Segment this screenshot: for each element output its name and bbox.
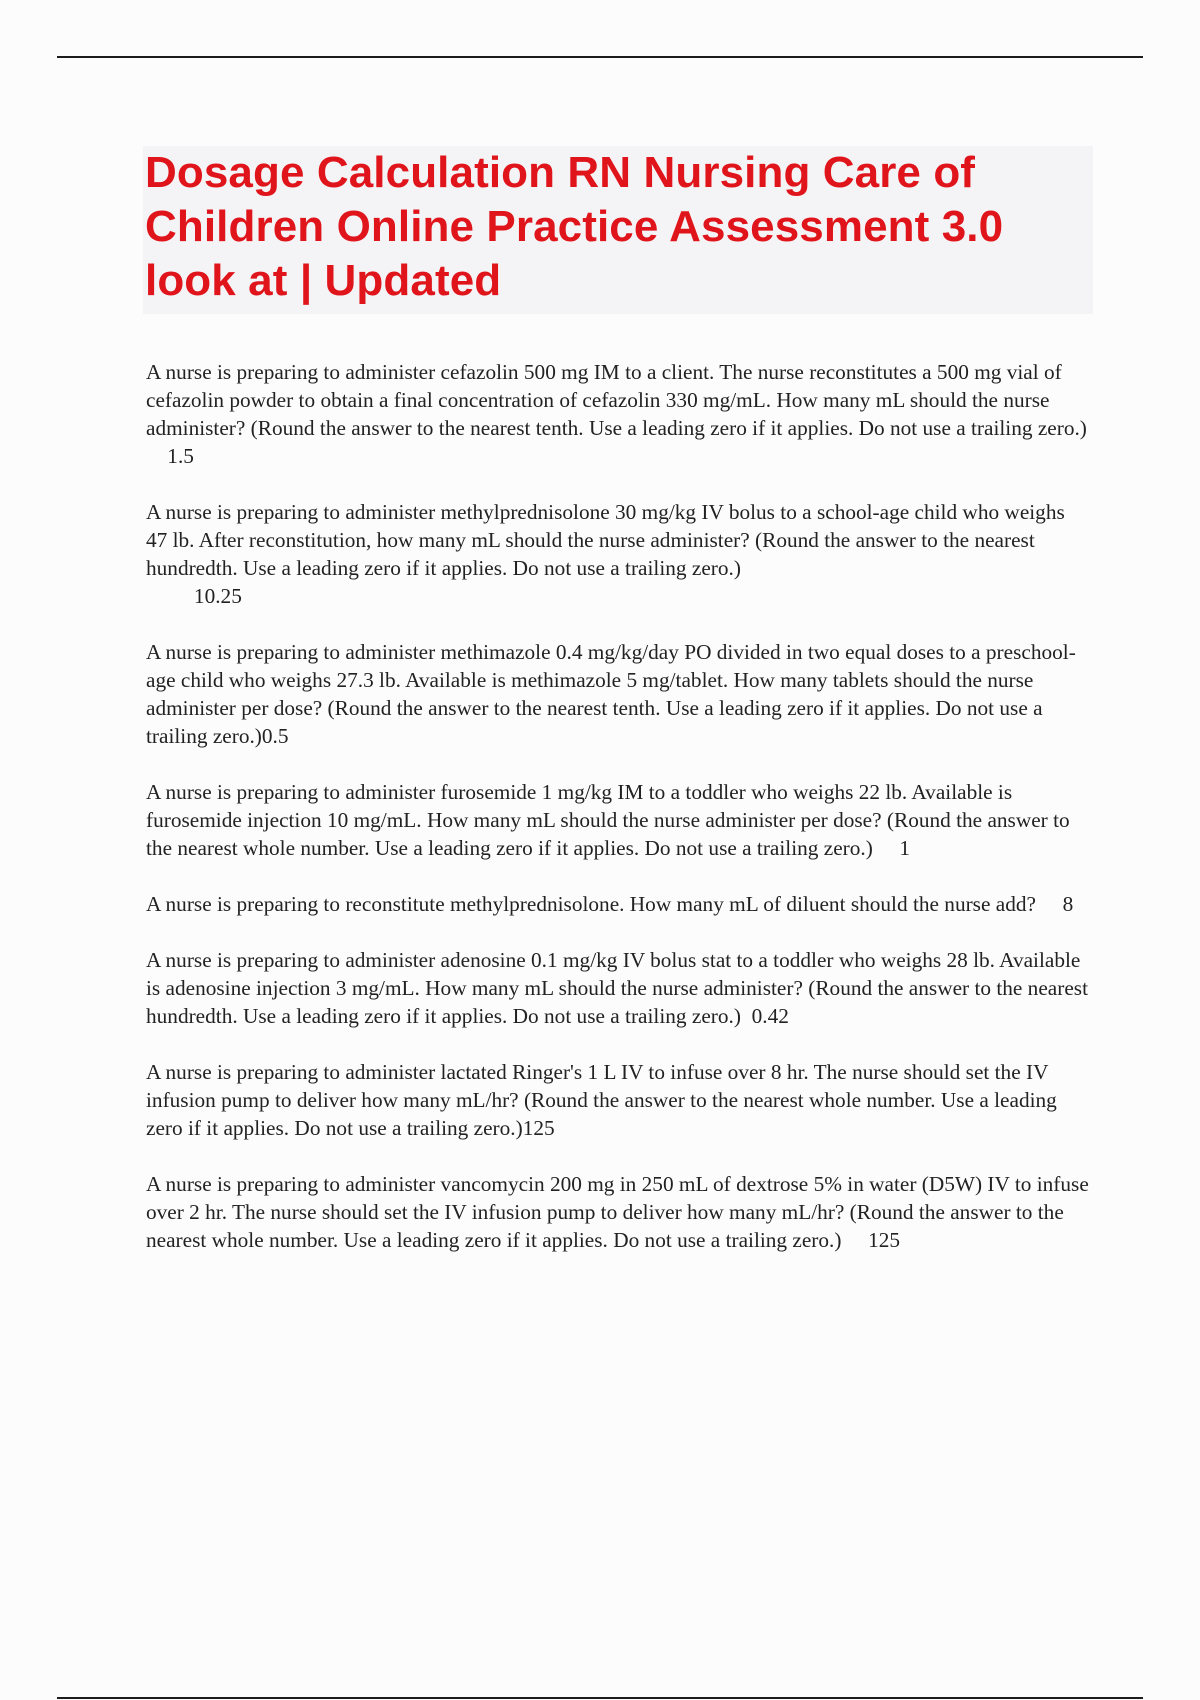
answer-text: 1.5 xyxy=(146,444,194,468)
answer-text: 0.42 xyxy=(740,1004,789,1028)
question-text: A nurse is preparing to administer vancomycin 200 mg in 250 mL of dextrose 5% in water (D5W) IV to infuse over 2 hr. The nurse should set the IV infusion pump to deliver how many mL/hr? (Round the answer to the nearest whole number. Use a leading zero if it applies. Do not use a trailing zero.) xyxy=(146,1172,1089,1252)
answer-text: 10.25 xyxy=(146,584,242,608)
question-text: A nurse is preparing to reconstitute methylprednisolone. How many mL of diluent should the nurse add? xyxy=(146,892,1036,916)
question-item xyxy=(146,778,1091,862)
question-item xyxy=(146,1058,1091,1142)
question-item xyxy=(146,638,1091,750)
question-text: A nurse is preparing to administer adenosine 0.1 mg/kg IV bolus stat to a toddler who weighs 28 lb. Available is adenosine injection 3 mg/mL. How many mL should the nurse administer? (Round the answer to the nearest hundredth. Use a leading zero if it applies. Do not use a trailing zero.) xyxy=(146,948,1088,1028)
answer-text: 8 xyxy=(1035,892,1074,916)
answer-text: 125 xyxy=(522,1116,555,1140)
question-item xyxy=(146,1170,1091,1254)
answer-text: 0.5 xyxy=(261,724,289,748)
question-item xyxy=(146,498,1091,610)
document-title: Dosage Calculation RN Nursing Care of Children Online Practice Assessment 3.0 look at | Updated xyxy=(145,148,1004,305)
answer-text: 1 xyxy=(872,836,911,860)
bottom-rule xyxy=(57,1697,1143,1699)
question-text: A nurse is preparing to administer methimazole 0.4 mg/kg/day PO divided in two equal doses to a preschool-age child who weighs 27.3 lb. Available is methimazole 5 mg/tablet. How many tablets should the nurse administer per dose? (Round the answer to the nearest tenth. Use a leading zero if it applies. Do not use a trailing zero.) xyxy=(146,640,1076,748)
question-item xyxy=(146,946,1091,1030)
question-text: A nurse is preparing to administer lactated Ringer's 1 L IV to infuse over 8 hr. The nurse should set the IV infusion pump to deliver how many mL/hr? (Round the answer to the nearest whole number. Use a leading zero if it applies. Do not use a trailing zero.) xyxy=(146,1060,1057,1140)
top-rule xyxy=(57,56,1143,58)
question-item xyxy=(146,890,1091,918)
question-text: A nurse is preparing to administer methylprednisolone 30 mg/kg IV bolus to a school-age child who weighs 47 lb. After reconstitution, how many mL should the nurse administer? (Round the answer to the nearest hundredth. Use a leading zero if it applies. Do not use a trailing zero.) xyxy=(146,500,1065,580)
question-text: A nurse is preparing to administer furosemide 1 mg/kg IM to a toddler who weighs 22 lb. Available is furosemide injection 10 mg/mL. How many mL should the nurse administer per dose? (Round the answer to the nearest whole number. Use a leading zero if it applies. Do not use a trailing zero.) xyxy=(146,780,1070,860)
answer-text: 125 xyxy=(841,1228,901,1252)
question-text: A nurse is preparing to administer cefazolin 500 mg IM to a client. The nurse reconstitutes a 500 mg vial of cefazolin powder to obtain a final concentration of cefazolin 330 mg/mL. How many mL should the nurse administer? (Round the answer to the nearest tenth. Use a leading zero if it applies. Do not use a trailing zero.) xyxy=(146,360,1087,440)
question-item xyxy=(146,358,1091,470)
question-list xyxy=(146,358,1091,1282)
